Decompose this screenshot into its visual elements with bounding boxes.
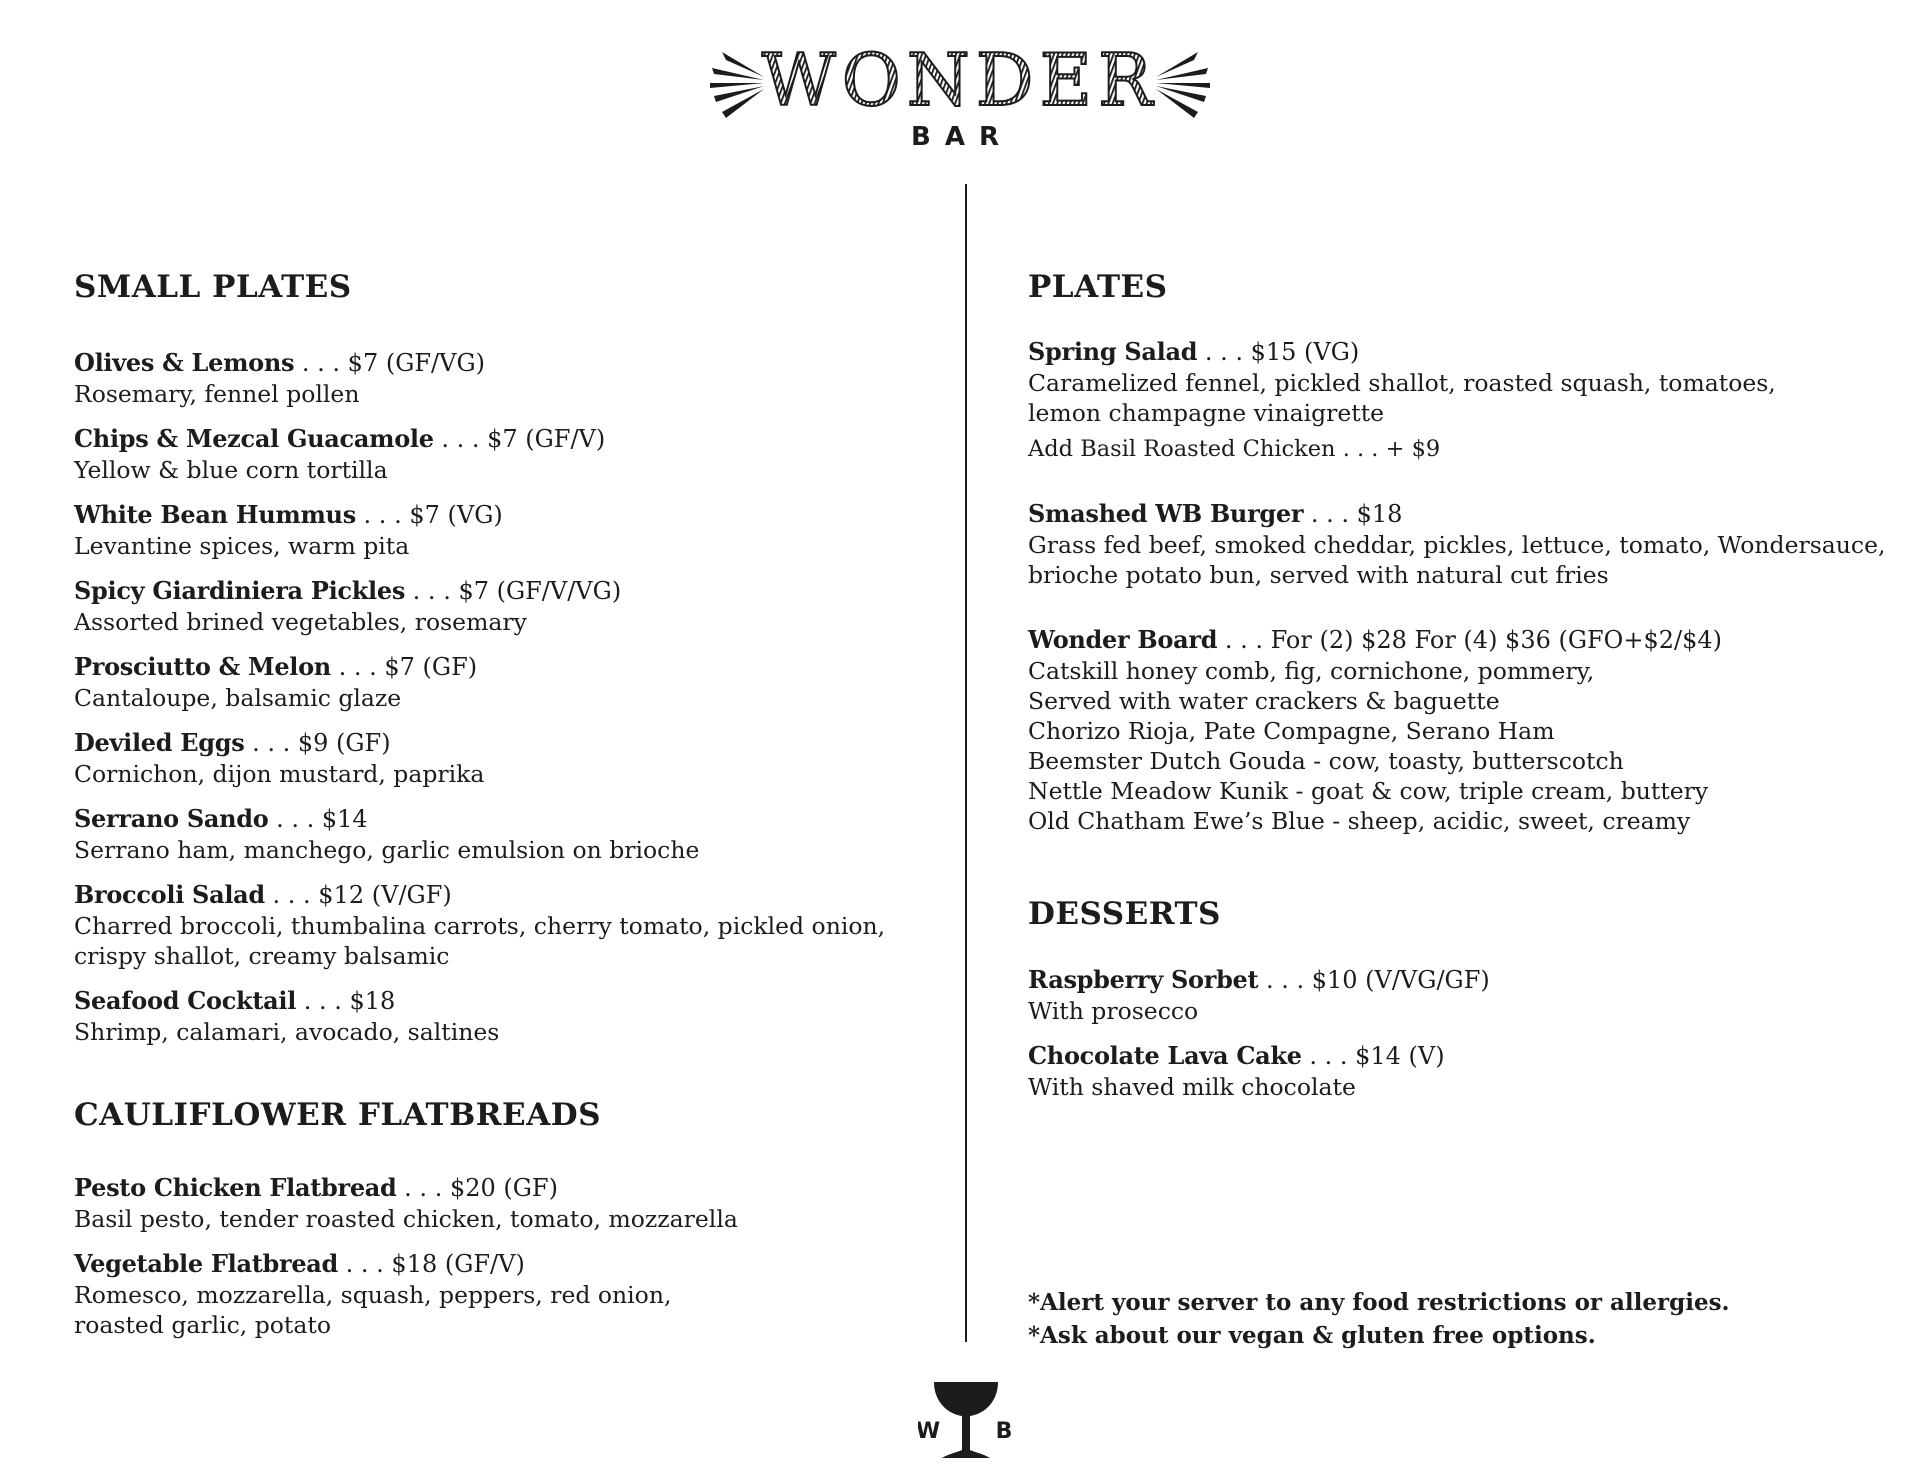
menu-item-name: Chips & Mezcal Guacamole <box>74 424 434 453</box>
menu-item-description: Catskill honey comb, fig, cornichone, pommery, <box>1028 657 1595 685</box>
menu-item-price: . . . $15 (VG) <box>1197 338 1360 366</box>
wb-glass-logo <box>918 1380 1014 1464</box>
menu-item-name: Vegetable Flatbread <box>74 1249 339 1278</box>
menu-item-title-line <box>74 727 934 759</box>
menu-item-name: Seafood Cocktail <box>74 986 297 1015</box>
menu-item-price: . . . $18 <box>1303 500 1403 528</box>
menu-item-description: Served with water crackers & baguette <box>1028 687 1500 715</box>
menu-item <box>74 803 934 865</box>
menu-item <box>74 499 934 561</box>
desserts-list <box>1028 964 1888 1102</box>
menu-item-title-line <box>74 423 934 455</box>
menu-item-title-line <box>1028 624 1888 656</box>
menu-item-price: . . . $18 (GF/V) <box>338 1250 525 1278</box>
menu-item-title-line <box>74 985 934 1017</box>
menu-item-name: White Bean Hummus <box>74 500 356 529</box>
small-plates-list <box>74 347 934 1047</box>
menu-item-price: . . . $10 (V/VG/GF) <box>1258 966 1490 994</box>
menu-item <box>74 347 934 409</box>
menu-item-title-line <box>1028 498 1888 530</box>
menu-item <box>1028 624 1888 836</box>
menu-item-name: Chocolate Lava Cake <box>1028 1041 1302 1070</box>
menu-item-price: . . . $7 (GF/VG) <box>294 349 485 377</box>
right-column <box>1028 265 1888 1349</box>
menu-item-price: . . . $9 (GF) <box>244 729 391 757</box>
menu-item-title-line <box>74 575 934 607</box>
menu-item <box>1028 1040 1888 1102</box>
menu-item-description: crispy shallot, creamy balsamic <box>74 942 450 970</box>
menu-item-name: Raspberry Sorbet <box>1028 965 1259 994</box>
section-heading-plates: PLATES <box>1028 269 1168 305</box>
menu-item-description: Grass fed beef, smoked cheddar, pickles, lettuce, tomato, Wondersauce, <box>1028 531 1886 559</box>
menu-item-name: Pesto Chicken Flatbread <box>74 1173 397 1202</box>
note-allergies: *Alert your server to any food restrictions or allergies. <box>1028 1289 1730 1316</box>
menu-item <box>1028 336 1888 464</box>
menu-item-name: Wonder Board <box>1028 625 1218 654</box>
menu-item-description: Cornichon, dijon mustard, paprika <box>74 760 485 788</box>
menu-item-description: brioche potato bun, served with natural cut fries <box>1028 561 1609 589</box>
note-vegan-gf: *Ask about our vegan & gluten free options. <box>1028 1322 1596 1349</box>
sunburst-right-icon <box>1156 52 1210 118</box>
menu-item-description: Beemster Dutch Gouda - cow, toasty, butterscotch <box>1028 747 1624 775</box>
section-heading-flatbreads: CAULIFLOWER FLATBREADS <box>74 1097 602 1133</box>
sunburst-left-icon <box>710 52 764 118</box>
plates-list <box>1028 336 1888 836</box>
menu-item-description: Charred broccoli, thumbalina carrots, cherry tomato, pickled onion, <box>74 912 886 940</box>
brand-subtitle: BAR <box>911 122 1013 152</box>
flatbreads-list <box>74 1172 934 1340</box>
menu-item-title-line <box>74 499 934 531</box>
menu-item-description: Chorizo Rioja, Pate Compagne, Serano Ham <box>1028 717 1555 745</box>
menu-item-description: With prosecco <box>1028 997 1199 1025</box>
menu-item-price: . . . $18 <box>296 987 396 1015</box>
menu-item <box>1028 498 1888 590</box>
menu-item-description: Romesco, mozzarella, squash, peppers, red onion, <box>74 1281 672 1309</box>
menu-item-title-line <box>1028 1040 1888 1072</box>
menu-item-description: Rosemary, fennel pollen <box>74 380 360 408</box>
menu-item-price: . . . $12 (V/GF) <box>264 881 452 909</box>
menu-item-name: Prosciutto & Melon <box>74 652 331 681</box>
column-divider <box>965 184 967 1342</box>
menu-item-description: Levantine spices, warm pita <box>74 532 410 560</box>
brand-name: WONDER <box>761 38 1159 122</box>
left-column <box>74 265 934 1340</box>
menu-item-description: Serrano ham, manchego, garlic emulsion on brioche <box>74 836 700 864</box>
menu-item-price: . . . $7 (GF/V/VG) <box>405 577 622 605</box>
menu-item-name: Spicy Giardiniera Pickles <box>74 576 406 605</box>
menu-item <box>74 423 934 485</box>
menu-item-title-line <box>74 879 934 911</box>
cocktail-glass-icon <box>934 1382 998 1458</box>
menu-item-name: Olives & Lemons <box>74 348 295 377</box>
menu-item-description: Yellow & blue corn tortilla <box>74 456 388 484</box>
monogram-b: B <box>995 1419 1013 1444</box>
menu-item-description: Old Chatham Ewe’s Blue - sheep, acidic, sweet, creamy <box>1028 807 1691 835</box>
monogram-w: W <box>918 1419 941 1444</box>
menu-item-title-line <box>74 1248 934 1280</box>
wonder-bar-logo <box>700 30 1220 160</box>
menu-item-description: Cantaloupe, balsamic glaze <box>74 684 402 712</box>
menu-item-description: Shrimp, calamari, avocado, saltines <box>74 1018 500 1046</box>
menu-item-title-line <box>74 651 934 683</box>
menu-item <box>74 1248 934 1340</box>
menu-item <box>74 879 934 971</box>
menu-item-title-line <box>1028 336 1888 368</box>
menu-item-title-line <box>1028 964 1888 996</box>
menu-item-title-line <box>74 1172 934 1204</box>
menu-item-price: . . . $14 (V) <box>1301 1042 1445 1070</box>
menu-item-title-line <box>74 347 934 379</box>
menu-item-price: . . . $7 (GF/V) <box>433 425 606 453</box>
menu-item <box>74 651 934 713</box>
menu-item-title-line <box>74 803 934 835</box>
menu-item <box>74 727 934 789</box>
menu-item-price: . . . For (2) $28 For (4) $36 (GFO+$2/$4) <box>1217 626 1722 654</box>
menu-item-name: Broccoli Salad <box>74 880 265 909</box>
menu-item <box>1028 964 1888 1026</box>
menu-item-price: . . . $14 <box>268 805 368 833</box>
menu-item-description: Nettle Meadow Kunik - goat & cow, triple cream, buttery <box>1028 777 1709 805</box>
menu-item-description: Assorted brined vegetables, rosemary <box>74 608 527 636</box>
menu-item-price: . . . $7 (VG) <box>355 501 503 529</box>
section-heading-desserts: DESSERTS <box>1028 896 1221 932</box>
section-heading-small-plates: SMALL PLATES <box>74 269 352 305</box>
menu-item-name: Smashed WB Burger <box>1028 499 1304 528</box>
menu-item-price: . . . $20 (GF) <box>396 1174 558 1202</box>
menu-item-description: roasted garlic, potato <box>74 1311 331 1339</box>
menu-item <box>74 575 934 637</box>
menu-item <box>74 985 934 1047</box>
menu-item-addon: Add Basil Roasted Chicken . . . + $9 <box>1028 436 1441 462</box>
menu-item-description: Caramelized fennel, pickled shallot, roasted squash, tomatoes, <box>1028 369 1776 397</box>
menu-item-description: lemon champagne vinaigrette <box>1028 399 1385 427</box>
menu-item-description: Basil pesto, tender roasted chicken, tomato, mozzarella <box>74 1205 738 1233</box>
menu-item-name: Spring Salad <box>1028 337 1198 366</box>
menu-item <box>74 1172 934 1234</box>
allergy-notes <box>1028 1286 1730 1352</box>
menu-item-description: With shaved milk chocolate <box>1028 1073 1356 1101</box>
menu-item-name: Deviled Eggs <box>74 728 245 757</box>
menu-item-price: . . . $7 (GF) <box>330 653 478 681</box>
menu-item-name: Serrano Sando <box>74 804 269 833</box>
